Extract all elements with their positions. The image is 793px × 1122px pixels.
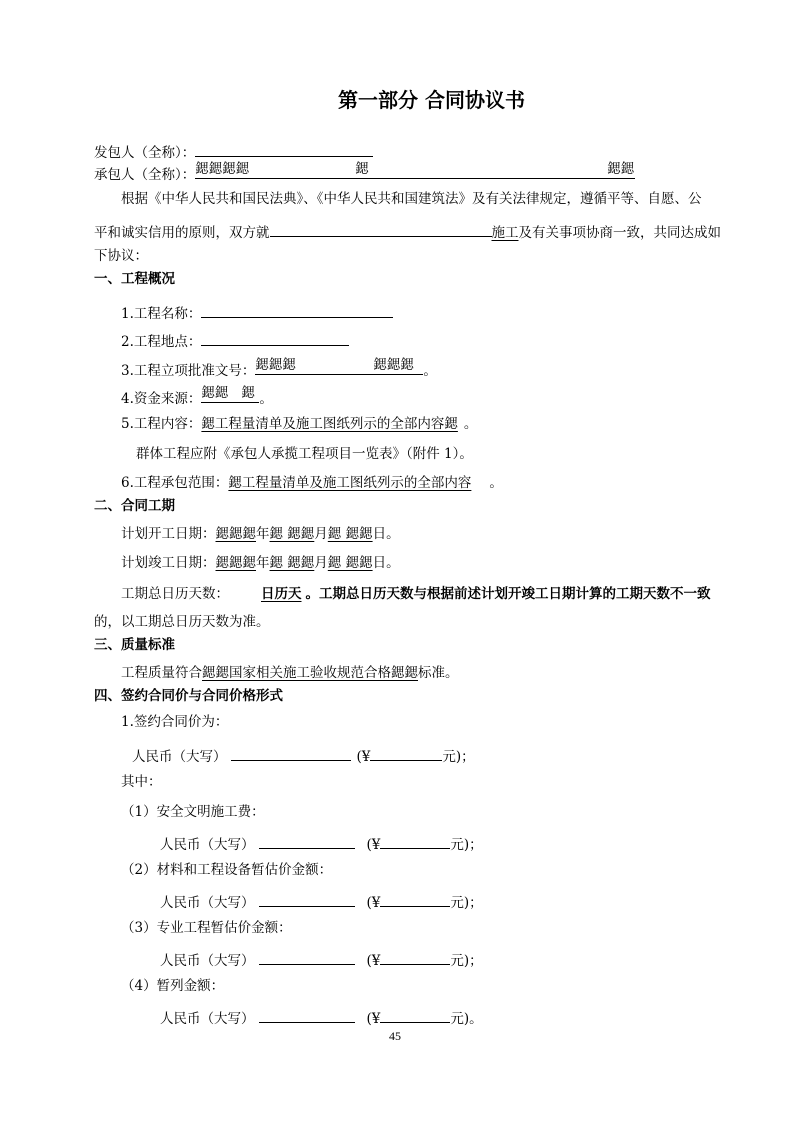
quality-line (121, 663, 459, 683)
quality-standard-field[interactable]: 鍶鍶国家相关施工验收规范合格鍶鍶 (202, 665, 418, 681)
start-date-label: 计划开工日期： (121, 526, 216, 542)
approval-line (121, 357, 437, 381)
item-3-words-field[interactable] (259, 947, 355, 965)
quality-text-a: 工程质量符合 (121, 665, 202, 681)
scope-fill[interactable]: 鍶工程量清单及施工图纸列示的全部内容 (228, 475, 472, 491)
yen-open: (¥ (366, 837, 381, 853)
item-4-words-field[interactable] (259, 1005, 355, 1023)
month-unit: 月 (314, 555, 328, 571)
fund-period: 。 (259, 391, 273, 407)
end-month-field[interactable]: 鍶 鍶鍶 (269, 555, 315, 571)
start-date-line (121, 524, 400, 544)
section-2-heading: 二、合同工期 (94, 498, 175, 514)
yuan-close: 元)； (442, 749, 475, 765)
approval-fill-2: 鍶鍶鍶 (373, 357, 414, 373)
employer-label: 发包人（全称）： (94, 145, 196, 161)
preamble-text-b: 及有关事项协商一致，共同达成如 (518, 225, 721, 241)
fund-fill-2: 鍶 (241, 385, 255, 401)
page-number: 45 (389, 1029, 401, 1043)
total-days-text: 。工期总日历天数与根据前述计划开竣工日期计算的工期天数不一致 (305, 586, 711, 602)
rmb-label: 人民币（大写） (160, 1011, 255, 1027)
preamble-text-a: 平和诚实信用的原则，双方就 (94, 225, 270, 241)
page-title: 第一部分 合同协议书 (338, 88, 525, 112)
item-3-number-field[interactable] (380, 947, 450, 965)
contractor-fill-1: 鍶鍶鍶鍶 (195, 161, 250, 177)
price-row (132, 743, 475, 767)
project-name-label: 1.工程名称： (121, 306, 202, 322)
yuan-close: 元)； (450, 837, 483, 853)
content-label: 5.工程内容： (121, 416, 202, 432)
start-day-field[interactable]: 鍶 鍶鍶 (327, 526, 373, 542)
project-name-field[interactable] (201, 300, 393, 318)
rmb-label: 人民币（大写） (160, 837, 255, 853)
approval-label: 3.工程立项批准文号： (121, 363, 256, 379)
employer-name-field[interactable] (195, 139, 373, 157)
yen-open: (¥ (366, 895, 381, 911)
contractor-label: 承包人（全称）： (94, 167, 196, 183)
content-fill[interactable]: 鍶工程量清单及施工图纸列示的全部内容鍶 (201, 416, 458, 432)
total-days-label: 工期总日历天数： (121, 586, 229, 602)
yuan-close: 元)； (450, 953, 483, 969)
section-3-heading: 三、质量标准 (94, 637, 175, 653)
content-period: 。 (463, 416, 478, 432)
group-note: 群体工程应附《承包人承揽工程项目一览表》（附件 1）。 (136, 446, 473, 462)
project-name-line (121, 300, 393, 324)
rmb-label: 人民币（大写） (160, 953, 255, 969)
contractor-line (94, 161, 635, 185)
item-4-number-field[interactable] (380, 1005, 450, 1023)
month-unit: 月 (314, 526, 328, 542)
project-name-blank[interactable] (270, 219, 492, 237)
content-line (121, 414, 477, 434)
item-1-words-field[interactable] (259, 831, 355, 849)
yen-open: (¥ (366, 1011, 381, 1027)
end-day-field[interactable]: 鍶 鍶鍶 (327, 555, 373, 571)
item-1-number-field[interactable] (380, 831, 450, 849)
approval-fill-1: 鍶鍶鍶 (255, 357, 296, 373)
quality-text-b: 标准。 (418, 665, 459, 681)
end-date-line (121, 553, 400, 573)
rmb-label: 人民币（大写） (160, 895, 255, 911)
fund-fill-1: 鍶鍶 (201, 385, 229, 401)
item-4-label: （4）暂列金额： (121, 978, 225, 994)
project-place-label: 2.工程地点： (121, 334, 202, 350)
item-2-number-field[interactable] (380, 889, 450, 907)
section-4-heading: 四、签约合同价与合同价格形式 (94, 688, 283, 704)
total-days-line-2: 的，以工期总日历天数为准。 (94, 614, 270, 630)
item-2-words-field[interactable] (259, 889, 355, 907)
among-label: 其中： (121, 774, 162, 790)
item-1-price-row (160, 831, 483, 855)
contractor-name-field[interactable] (195, 161, 635, 179)
preamble-line-2 (94, 219, 721, 243)
item-3-price-row (160, 947, 483, 971)
amount-number-field[interactable] (370, 743, 442, 761)
yen-open: (¥ (356, 749, 371, 765)
fund-line (121, 385, 273, 409)
item-2-label: （2）材料和工程设备暂估价金额： (121, 862, 333, 878)
end-date-label: 计划竣工日期： (121, 555, 216, 571)
contractor-fill-2: 鍶 (355, 161, 369, 177)
scope-label: 6.工程承包范围： (121, 475, 229, 491)
approval-period: 。 (423, 363, 437, 379)
total-days-line (121, 584, 711, 604)
preamble-line-3: 下协议： (94, 248, 148, 264)
contract-price-label: 1.签约合同价为： (121, 714, 229, 730)
rmb-label: 人民币（大写） (132, 749, 227, 765)
day-unit: 日。 (372, 555, 400, 571)
item-1-label: （1）安全文明施工费： (121, 804, 265, 820)
scope-period: 。 (489, 475, 503, 491)
item-3-label: （3）专业工程暂估价金额： (121, 920, 292, 936)
end-year-field[interactable]: 鍶鍶鍶 (215, 555, 256, 571)
year-unit: 年 (256, 555, 270, 571)
project-place-line (121, 328, 349, 352)
start-month-field[interactable]: 鍶 鍶鍶 (269, 526, 315, 542)
scope-line (121, 473, 503, 493)
total-days-field[interactable]: 日历天 (261, 586, 302, 602)
preamble-line-1: 根据《中华人民共和国民法典》、《中华人民共和国建筑法》及有关法律规定，遵循平等、自愿、公 (121, 191, 702, 207)
contractor-fill-3: 鍶鍶 (607, 161, 635, 177)
item-4-price-row (160, 1005, 483, 1029)
preamble-fill: 施工 (491, 225, 519, 241)
day-unit: 日。 (372, 526, 400, 542)
year-unit: 年 (256, 526, 270, 542)
yen-open: (¥ (366, 953, 381, 969)
amount-words-field[interactable] (231, 743, 351, 761)
item-2-price-row (160, 889, 483, 913)
approval-field[interactable] (255, 357, 423, 375)
project-place-field[interactable] (201, 328, 349, 346)
fund-label: 4.资金来源： (121, 391, 202, 407)
yuan-close-final: 元)。 (450, 1011, 483, 1027)
section-1-heading: 一、工程概况 (94, 271, 175, 287)
start-year-field[interactable]: 鍶鍶鍶 (215, 526, 256, 542)
yuan-close: 元)； (450, 895, 483, 911)
fund-field[interactable] (201, 385, 259, 403)
